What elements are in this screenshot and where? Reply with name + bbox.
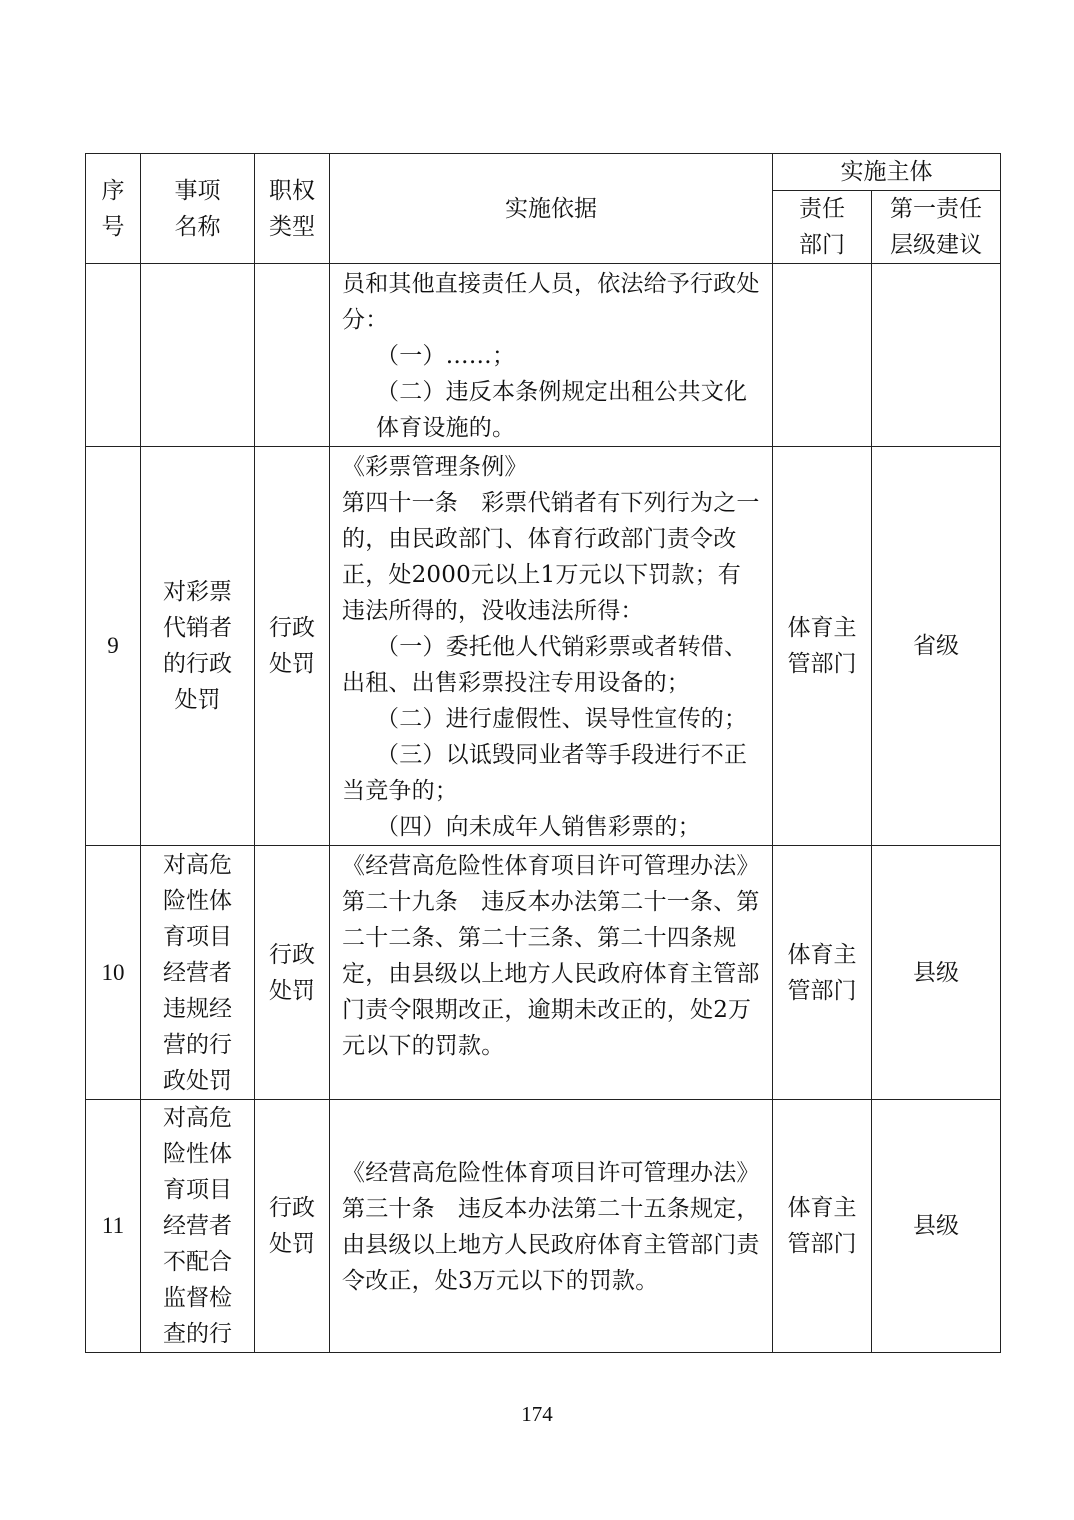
header-power-type: 职权 类型 — [255, 154, 330, 264]
row-dept: 体育主 管部门 — [773, 1100, 872, 1353]
header-row-1 — [86, 154, 1001, 191]
row-level: 省级 — [872, 447, 1001, 846]
table-row — [86, 846, 1001, 1100]
row-name: 对高危 险性体 育项目 经营者 违规经 营的行 政处罚 — [141, 846, 255, 1100]
row-type: 行政 处罚 — [255, 447, 330, 846]
row-basis — [330, 264, 773, 447]
row-name — [141, 264, 255, 447]
basis-para: 第三十条 违反本办法第二十五条规定，由县级以上地方人民政府体育主管部门责令改正，处3万元以下的罚款。 — [342, 1196, 760, 1294]
row-dept: 体育主 管部门 — [773, 846, 872, 1100]
row-basis — [330, 846, 773, 1100]
header-entity-group: 实施主体 — [773, 154, 1001, 191]
table-row — [86, 447, 1001, 846]
basis-para: 员和其他直接责任人员，依法给予行政处分： — [342, 271, 760, 333]
basis-para: （四）向未成年人销售彩票的； — [376, 814, 701, 840]
header-level: 第一责任 层级建议 — [872, 191, 1001, 264]
row-name: 对高危 险性体 育项目 经营者 不配合 监督检 查的行 — [141, 1100, 255, 1353]
row-type: 行政 处罚 — [255, 846, 330, 1100]
row-seq: 9 — [86, 447, 141, 846]
basis-para: （二）进行虚假性、误导性宣传的； — [376, 706, 748, 732]
page-number: 174 — [521, 1402, 553, 1426]
basis-para: 《彩票管理条例》 — [342, 454, 528, 480]
basis-para: （三）以诋毁同业者等手段进行不正当竞争的； — [342, 742, 748, 804]
row-seq: 10 — [86, 846, 141, 1100]
header-dept: 责任 部门 — [773, 191, 872, 264]
row-level: 县级 — [872, 1100, 1001, 1353]
row-seq: 11 — [86, 1100, 141, 1353]
row-type: 行政 处罚 — [255, 1100, 330, 1353]
basis-para: 《经营高危险性体育项目许可管理办法》 — [342, 1160, 760, 1186]
row-seq — [86, 264, 141, 447]
table-row — [86, 264, 1001, 447]
row-dept: 体育主 管部门 — [773, 447, 872, 846]
basis-para: 第二十九条 违反本办法第二十一条、第二十二条、第二十三条、第二十四条规定，由县级以上地方人民政府体育主管部门责令限期改正，逾期未改正的，处2万元以下的罚款。 — [342, 889, 760, 1059]
row-basis — [330, 1100, 773, 1353]
basis-para: （二）违反本条例规定出租公共文化体育设施的。 — [376, 379, 748, 441]
enforcement-table — [85, 153, 1001, 1353]
basis-para: 第四十一条 彩票代销者有下列行为之一的，由民政部门、体育行政部门责令改正，处2000元以上1万元以下罚款；有违法所得的，没收违法所得： — [342, 490, 760, 624]
row-dept — [773, 264, 872, 447]
row-name: 对彩票 代销者 的行政 处罚 — [141, 447, 255, 846]
row-basis — [330, 447, 773, 846]
basis-para: （一）委托他人代销彩票或者转借、出租、出售彩票投注专用设备的； — [342, 634, 748, 696]
header-item-name: 事项 名称 — [141, 154, 255, 264]
row-level — [872, 264, 1001, 447]
basis-para: 《经营高危险性体育项目许可管理办法》 — [342, 853, 760, 879]
header-seq: 序 号 — [86, 154, 141, 264]
table-row — [86, 1100, 1001, 1353]
row-level: 县级 — [872, 846, 1001, 1100]
basis-para: （一）……； — [376, 343, 516, 369]
row-type — [255, 264, 330, 447]
header-basis: 实施依据 — [330, 154, 773, 264]
